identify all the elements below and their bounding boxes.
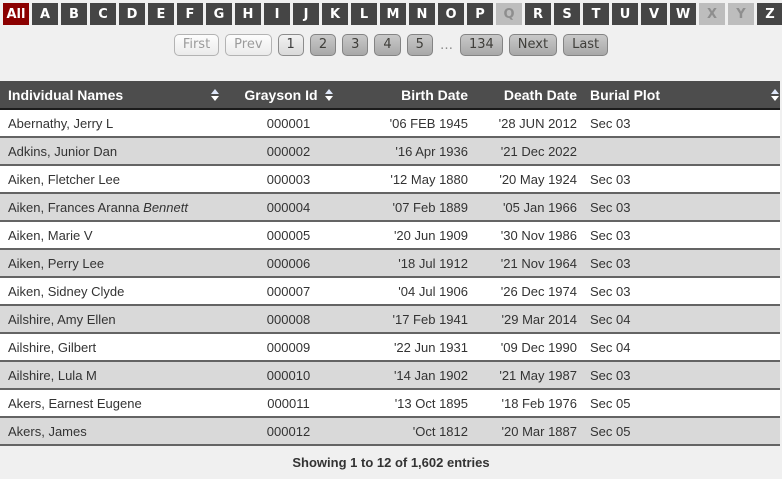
- page-button-134[interactable]: 134: [460, 34, 503, 56]
- cell-death-date: '21 Nov 1964: [472, 249, 580, 277]
- cell-birth-date: '12 May 1880: [345, 165, 472, 193]
- alpha-filter-all[interactable]: All: [3, 3, 29, 25]
- cell-burial-plot: Sec 05: [580, 389, 780, 417]
- cell-grayson-id: 000004: [232, 193, 345, 221]
- cell-name: Abernathy, Jerry L: [0, 109, 232, 137]
- alpha-filter-m[interactable]: M: [380, 3, 406, 25]
- alpha-filter-c[interactable]: C: [90, 3, 116, 25]
- alpha-filter-t[interactable]: T: [583, 3, 609, 25]
- column-label: Birth Date: [401, 86, 468, 103]
- alpha-filter-r[interactable]: R: [525, 3, 551, 25]
- alpha-filter-f[interactable]: F: [177, 3, 203, 25]
- column-header-burial-plot[interactable]: [580, 81, 780, 109]
- pagination-bar: [0, 34, 782, 56]
- cell-burial-plot: Sec 03: [580, 165, 780, 193]
- page-button-5[interactable]: 5: [407, 34, 433, 56]
- column-header-birth-date[interactable]: [345, 81, 472, 109]
- alphabet-filter-bar: [0, 0, 782, 25]
- cell-name: Adkins, Junior Dan: [0, 137, 232, 165]
- cell-grayson-id: 000001: [232, 109, 345, 137]
- alpha-filter-z[interactable]: Z: [757, 3, 782, 25]
- cell-name: Ailshire, Gilbert: [0, 333, 232, 361]
- table-header-row: [0, 81, 780, 109]
- cell-grayson-id: 000007: [232, 277, 345, 305]
- column-label: Grayson Id: [244, 86, 318, 103]
- cell-burial-plot: Sec 05: [580, 417, 780, 445]
- column-label: Individual Names: [8, 86, 124, 103]
- table-body: [0, 109, 780, 445]
- table-row: [0, 109, 780, 137]
- cell-death-date: '26 Dec 1974: [472, 277, 580, 305]
- table-row: [0, 137, 780, 165]
- alpha-filter-h[interactable]: H: [235, 3, 261, 25]
- sort-icon: [771, 89, 779, 101]
- table-row: [0, 361, 780, 389]
- cell-burial-plot: Sec 03: [580, 361, 780, 389]
- cell-grayson-id: 000006: [232, 249, 345, 277]
- cell-grayson-id: 000012: [232, 417, 345, 445]
- cell-death-date: '09 Dec 1990: [472, 333, 580, 361]
- cell-grayson-id: 000010: [232, 361, 345, 389]
- cell-birth-date: '18 Jul 1912: [345, 249, 472, 277]
- cell-name: Ailshire, Amy Ellen: [0, 305, 232, 333]
- cell-birth-date: '04 Jul 1906: [345, 277, 472, 305]
- alpha-filter-w[interactable]: W: [670, 3, 696, 25]
- cell-birth-date: '20 Jun 1909: [345, 221, 472, 249]
- cell-grayson-id: 000008: [232, 305, 345, 333]
- cell-grayson-id: 000005: [232, 221, 345, 249]
- alpha-filter-d[interactable]: D: [119, 3, 145, 25]
- cell-name: Akers, James: [0, 417, 232, 445]
- pagination-ellipsis: …: [439, 37, 453, 53]
- cell-burial-plot: Sec 04: [580, 305, 780, 333]
- table-row: [0, 249, 780, 277]
- page-button-last[interactable]: Last: [563, 34, 608, 56]
- table-row: [0, 305, 780, 333]
- alpha-filter-u[interactable]: U: [612, 3, 638, 25]
- alpha-filter-e[interactable]: E: [148, 3, 174, 25]
- cell-name: Aiken, Frances Aranna Bennett: [0, 193, 232, 221]
- table-row: [0, 277, 780, 305]
- sort-icon: [211, 89, 219, 101]
- page-button-2[interactable]: 2: [310, 34, 336, 56]
- page-button-3[interactable]: 3: [342, 34, 368, 56]
- cell-name: Aiken, Fletcher Lee: [0, 165, 232, 193]
- alpha-filter-n[interactable]: N: [409, 3, 435, 25]
- cell-grayson-id: 000002: [232, 137, 345, 165]
- page-button-next[interactable]: Next: [509, 34, 557, 56]
- cell-death-date: '28 JUN 2012: [472, 109, 580, 137]
- column-header-grayson-id[interactable]: [232, 81, 345, 109]
- cell-death-date: '05 Jan 1966: [472, 193, 580, 221]
- cell-birth-date: '14 Jan 1902: [345, 361, 472, 389]
- table-row: [0, 193, 780, 221]
- column-header-individual-names[interactable]: [0, 81, 232, 109]
- page-button-first: First: [174, 34, 219, 56]
- alpha-filter-i[interactable]: I: [264, 3, 290, 25]
- entries-summary: Showing 1 to 12 of 1,602 entries: [292, 455, 490, 470]
- cell-birth-date: '13 Oct 1895: [345, 389, 472, 417]
- cell-burial-plot: Sec 03: [580, 193, 780, 221]
- cell-death-date: '21 Dec 2022: [472, 137, 580, 165]
- page-button-1[interactable]: 1: [278, 34, 304, 56]
- table-row: [0, 333, 780, 361]
- alpha-filter-j[interactable]: J: [293, 3, 319, 25]
- cell-death-date: '21 May 1987: [472, 361, 580, 389]
- cell-burial-plot: [580, 137, 780, 165]
- cell-birth-date: '17 Feb 1941: [345, 305, 472, 333]
- cell-death-date: '30 Nov 1986: [472, 221, 580, 249]
- cell-burial-plot: Sec 03: [580, 277, 780, 305]
- alpha-filter-s[interactable]: S: [554, 3, 580, 25]
- cell-name: Aiken, Perry Lee: [0, 249, 232, 277]
- table-row: [0, 417, 780, 445]
- cell-name: Aiken, Marie V: [0, 221, 232, 249]
- alpha-filter-k[interactable]: K: [322, 3, 348, 25]
- column-label: Death Date: [503, 86, 577, 103]
- alpha-filter-v[interactable]: V: [641, 3, 667, 25]
- table-row: [0, 221, 780, 249]
- cell-birth-date: '07 Feb 1889: [345, 193, 472, 221]
- cell-burial-plot: Sec 03: [580, 109, 780, 137]
- cell-death-date: '18 Feb 1976: [472, 389, 580, 417]
- cell-death-date: '20 Mar 1887: [472, 417, 580, 445]
- cell-burial-plot: Sec 03: [580, 221, 780, 249]
- records-table: [0, 81, 780, 446]
- page-button-prev: Prev: [225, 34, 271, 56]
- cell-name: Aiken, Sidney Clyde: [0, 277, 232, 305]
- cell-birth-date: '22 Jun 1931: [345, 333, 472, 361]
- alpha-filter-g[interactable]: G: [206, 3, 232, 25]
- cell-birth-date: '06 FEB 1945: [345, 109, 472, 137]
- sort-icon: [325, 89, 333, 101]
- cell-name: Ailshire, Lula M: [0, 361, 232, 389]
- alpha-filter-b[interactable]: B: [61, 3, 87, 25]
- cell-burial-plot: Sec 04: [580, 333, 780, 361]
- column-header-death-date[interactable]: [472, 81, 580, 109]
- cell-death-date: '20 May 1924: [472, 165, 580, 193]
- cell-birth-date: '16 Apr 1936: [345, 137, 472, 165]
- cell-death-date: '29 Mar 2014: [472, 305, 580, 333]
- cell-grayson-id: 000011: [232, 389, 345, 417]
- alpha-filter-y: Y: [728, 3, 754, 25]
- alpha-filter-p[interactable]: P: [467, 3, 493, 25]
- table-row: [0, 165, 780, 193]
- alpha-filter-a[interactable]: A: [32, 3, 58, 25]
- alpha-filter-x: X: [699, 3, 725, 25]
- alpha-filter-l[interactable]: L: [351, 3, 377, 25]
- cell-grayson-id: 000009: [232, 333, 345, 361]
- cell-grayson-id: 000003: [232, 165, 345, 193]
- maiden-name: Bennett: [143, 199, 188, 215]
- alpha-filter-q: Q: [496, 3, 522, 25]
- alpha-filter-o[interactable]: O: [438, 3, 464, 25]
- page-button-4[interactable]: 4: [374, 34, 400, 56]
- table-row: [0, 389, 780, 417]
- cell-birth-date: 'Oct 1812: [345, 417, 472, 445]
- cell-burial-plot: Sec 03: [580, 249, 780, 277]
- cell-name: Akers, Earnest Eugene: [0, 389, 232, 417]
- column-label: Burial Plot: [590, 86, 661, 103]
